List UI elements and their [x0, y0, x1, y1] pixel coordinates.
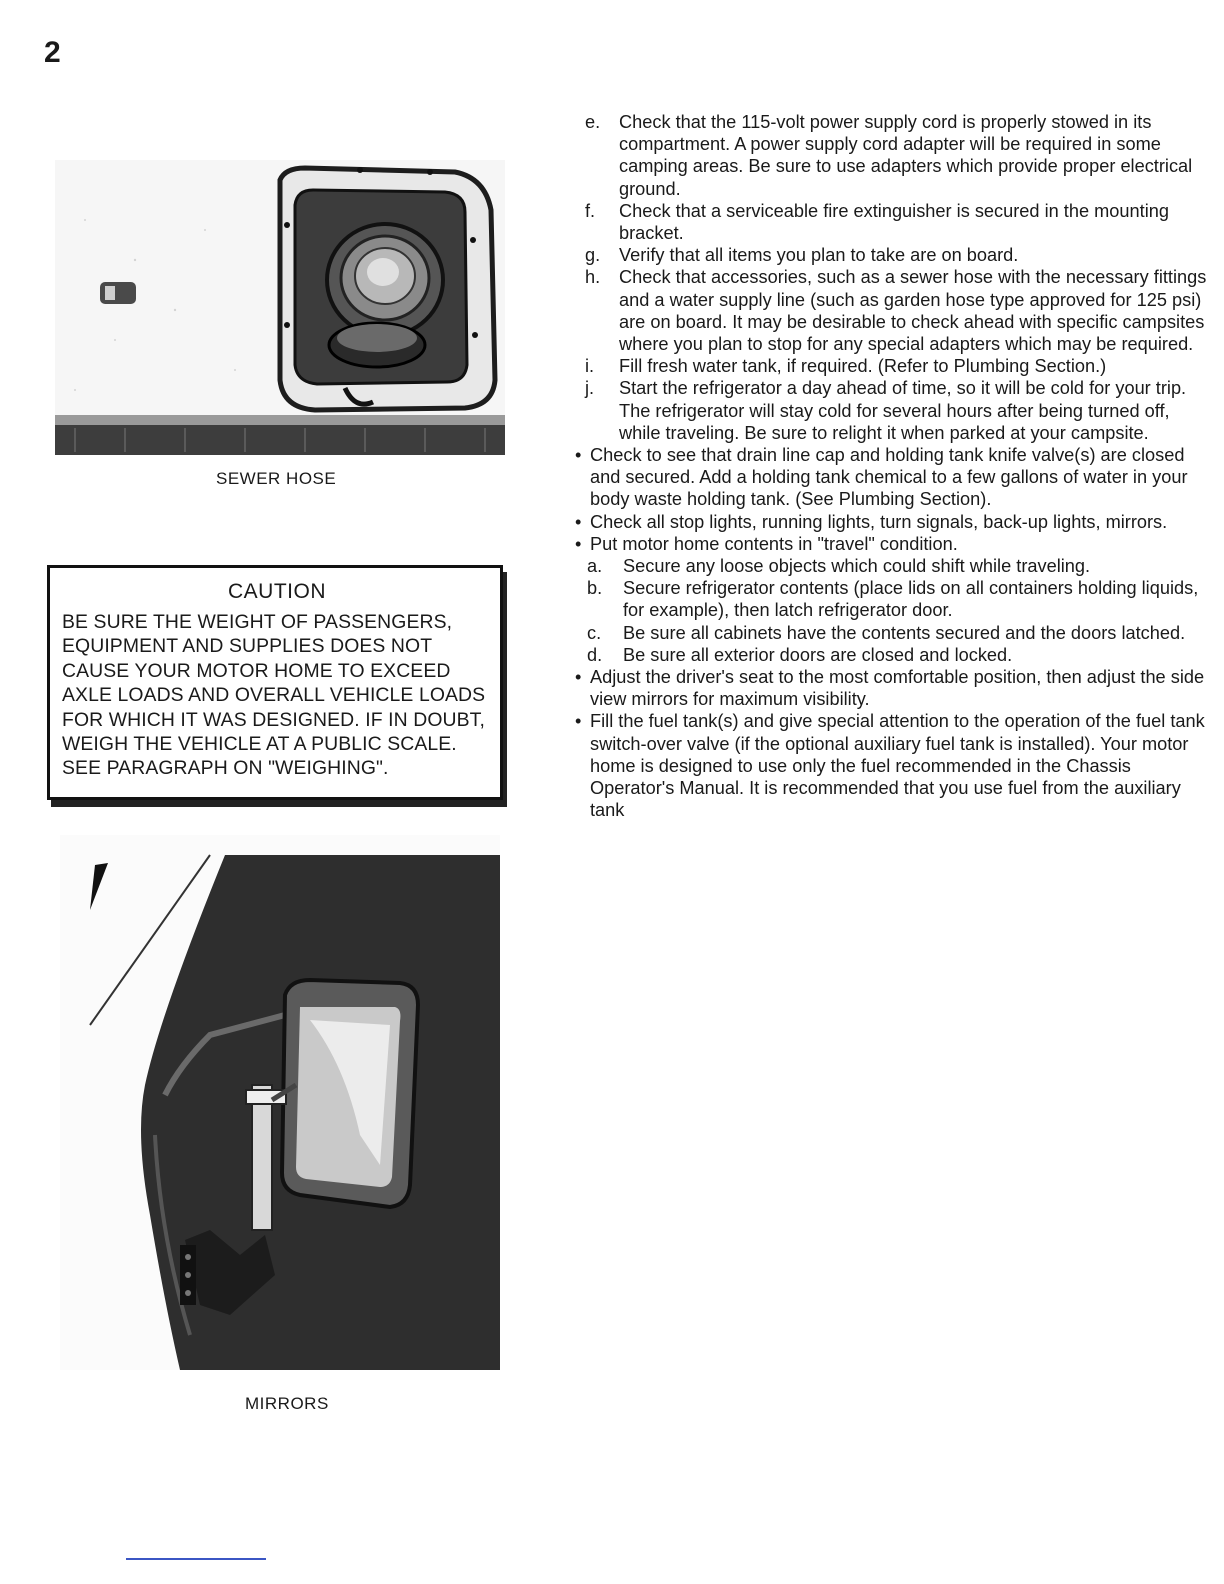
travel-item-d: [575, 644, 1215, 666]
checklist-item-i: [575, 355, 1215, 377]
travel-item-b: [575, 577, 1215, 621]
caution-box: [47, 565, 503, 800]
caution-text: BE SURE THE WEIGHT OF PASSENGERS, EQUIPMENT AND SUPPLIES DOES NOT CAUSE YOUR MOTOR HOME TO EXCEED AXLE LOADS AND OVERALL VEHICLE LOADS FOR WHICH IT WAS DESIGNED. IF IN DOUBT, WEIGH THE VEHICLE AT A PUBLIC SCALE. SEE PARAGRAPH ON "WEIGHING".: [62, 611, 486, 780]
checklist-bullet-holding-tank: [575, 444, 1215, 511]
checklist-item-j: [575, 377, 1215, 444]
item-text: Fill the fuel tank(s) and give special attention to the operation of the fuel tank switch-over valve (if the optional auxiliary fuel tank is installed). Your motor home is designed to use only the fuel recommended in the Chassis Operator's Manual. It is recommended that you use fuel from the auxiliary tank: [590, 711, 1205, 821]
item-marker: h.: [585, 267, 601, 288]
item-marker: c.: [587, 622, 602, 643]
item-text: Fill fresh water tank, if required. (Refer to Plumbing Section.): [619, 356, 1107, 377]
item-text: Check that the 115-volt power supply cord is properly stowed in its compartment. A power supply cord adapter will be required in some camping areas. Be sure to use adapters which provide proper electrical ground.: [619, 112, 1193, 199]
item-text: Secure any loose objects which could shift while traveling.: [623, 556, 1091, 577]
footer-rule: [126, 1558, 266, 1560]
item-marker: g.: [585, 245, 601, 266]
caution-title: CAUTION: [228, 580, 326, 603]
bullet-marker: •: [575, 667, 582, 688]
sewer-hose-photo: [55, 160, 505, 455]
item-marker: i.: [585, 356, 595, 377]
item-text: Be sure all cabinets have the contents secured and the doors latched.: [623, 622, 1186, 643]
bullet-marker: •: [575, 533, 582, 554]
checklist-bullet-travel-condition: [575, 533, 1215, 555]
item-text: Be sure all exterior doors are closed and locked.: [623, 644, 1013, 665]
bullet-marker: •: [575, 445, 582, 466]
item-text: Put motor home contents in "travel" condition.: [590, 533, 958, 554]
item-marker: b.: [587, 578, 603, 599]
item-text: Check all stop lights, running lights, turn signals, back-up lights, mirrors.: [590, 511, 1168, 532]
item-marker: f.: [585, 200, 596, 221]
page-number: 2: [44, 36, 61, 69]
item-text: Start the refrigerator a day ahead of time, so it will be cold for your trip. The refrigerator will stay cold for several hours after being turned off, while traveling. Be sure to relight it when parked at your campsite.: [619, 378, 1187, 443]
item-text: Adjust the driver's seat to the most comfortable position, then adjust the side view mirrors for maximum visibility.: [590, 667, 1205, 710]
travel-item-a: [575, 555, 1215, 577]
sewer-hose-caption: SEWER HOSE: [216, 469, 337, 488]
checklist-bullet-fuel: [575, 710, 1215, 821]
item-marker: e.: [585, 112, 601, 132]
mirrors-illustration: [60, 835, 500, 1370]
checklist-item-f: [575, 200, 1215, 244]
checklist-bullet-lights: [575, 511, 1215, 533]
item-text: Verify that all items you plan to take are on board.: [619, 245, 1019, 266]
sewer-hose-illustration: [55, 160, 505, 455]
checklist-item-g: [575, 244, 1215, 266]
bullet-marker: •: [575, 711, 582, 732]
bullet-marker: •: [575, 511, 582, 532]
item-marker: a.: [587, 556, 603, 577]
checklist-item-e: [575, 111, 1215, 200]
pre-trip-checklist: [575, 111, 1215, 822]
mirrors-caption: MIRRORS: [245, 1394, 329, 1413]
travel-item-c: [575, 622, 1215, 644]
mirrors-photo: [60, 835, 500, 1370]
item-text: Check to see that drain line cap and holding tank knife valve(s) are closed and secured. Add a holding tank chemical to a few gallons of water in your body waste holding tank. (See Plumbing Section).: [590, 445, 1188, 510]
item-text: Secure refrigerator contents (place lids on all containers holding liquids, for example), then latch refrigerator door.: [623, 578, 1199, 621]
checklist-bullet-seat-mirrors: [575, 666, 1215, 710]
item-marker: d.: [587, 644, 603, 665]
item-marker: j.: [585, 378, 595, 399]
checklist-item-h: [575, 266, 1215, 355]
item-text: Check that a serviceable fire extinguisher is secured in the mounting bracket.: [619, 200, 1169, 244]
item-text: Check that accessories, such as a sewer hose with the necessary fittings and a water supply line (such as garden hose type approved for 125 psi) are on board. It may be desirable to check ahead with specific campsites where you plan to stop for any special adapters which may be required.: [619, 267, 1207, 355]
